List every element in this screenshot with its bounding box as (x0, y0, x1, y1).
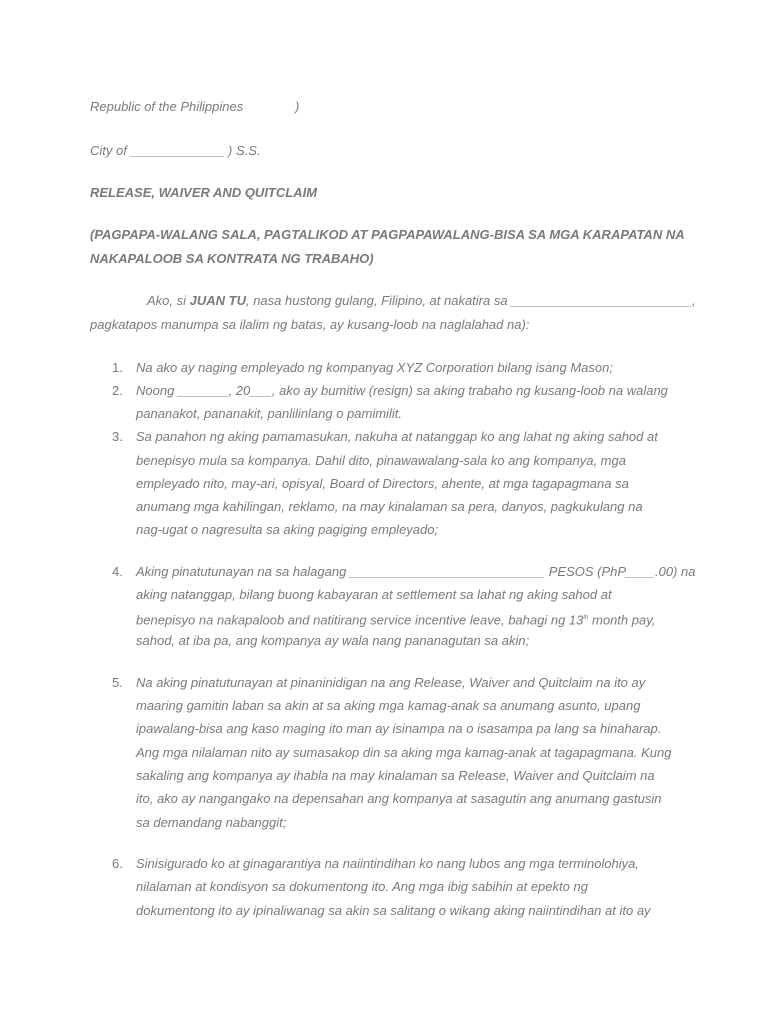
document-subtitle-line-2: NAKAPALOOB SA KONTRATA NG TRABAHO) (90, 251, 374, 266)
item-number: 3. (112, 429, 123, 444)
list-item-line (136, 610, 655, 628)
republic-text: Republic of the Philippines (90, 99, 244, 114)
city-line: City of _____________ ) S.S. (90, 143, 261, 158)
republic-line (90, 99, 300, 115)
list-item-line: Sa panahon ng aking pamamasukan, nakuha at natanggap ko ang lahat ng aking sahod at (136, 429, 658, 444)
list-item-line: nilalaman at kondisyon sa dokumentong ito. Ang mga ibig sabihin at epekto ng (136, 879, 588, 894)
item-number: 4. (112, 564, 123, 579)
list-item-line: sa demandang nabanggit; (136, 815, 287, 830)
list-item-line: ito, ako ay nangangako na depensahan ang kompanya at sasagutin ang anumang gastusin (136, 791, 662, 806)
item-number: 2. (112, 383, 123, 398)
list-item-line: Aking pinatutunayan na sa halagang ___________________________ PESOS (PhP____.00) na (136, 564, 696, 579)
document-subtitle-line-1: (PAGPAPA-WALANG SALA, PAGTALIKOD AT PAGPAPAWALANG-BISA SA MGA KARAPATAN NA (90, 227, 685, 242)
intro-post: , nasa hustong gulang, Filipino, at nakatira sa _________________________, (245, 293, 696, 308)
list-item-text: month pay, (588, 612, 656, 628)
list-item-line: anumang mga kahilingan, reklamo, na may kinalaman sa pera, danyos, pagkukulang na (136, 499, 643, 514)
republic-paren: ) (295, 99, 300, 114)
list-item-line: Noong _______, 20___, ako ay bumitiw (resign) sa aking trabaho ng kusang-loob na walang (136, 383, 668, 398)
list-item-line: dokumentong ito ay ipinaliwanag sa akin sa salitang o wikang aking naiintindihan at ito ay (136, 903, 651, 918)
list-item-line: maaring gamitin laban sa akin at sa aking mga kamag-anak sa anumang asunto, upang (136, 698, 641, 713)
list-item-line: sahod, at iba pa, ang kompanya ay wala nang pananagutan sa akin; (136, 633, 530, 648)
list-item-line: Na aking pinatutunayan at pinaninidigan na ang Release, Waiver and Quitclaim na ito ay (136, 675, 646, 690)
affiant-name: JUAN TU (189, 293, 246, 308)
list-item-line: sakaling ang kompanya ay ihabla na may kinalaman sa Release, Waiver and Quitclaim na (136, 768, 655, 783)
ordinal-suffix: th (583, 615, 589, 621)
list-item-line: Ang mga nilalaman nito ay sumasakop din sa aking mga kamag-anak at tagapagmana. Kung (136, 745, 672, 760)
intro-pre: Ako, si (147, 293, 190, 308)
intro-line-2: pagkatapos manumpa sa ilalim ng batas, ay kusang-loob na naglalahad na): (90, 317, 530, 332)
list-item-line: Na ako ay naging empleyado ng kompanyag XYZ Corporation bilang isang Mason; (136, 360, 613, 375)
intro-line-1 (147, 293, 696, 309)
list-item-line: empleyado nito, may-ari, opisyal, Board of Directors, ahente, at mga tagapagmana sa (136, 476, 629, 491)
list-item-line: pananakot, pananakit, panlilinlang o pamimilit. (136, 406, 402, 421)
item-number: 5. (112, 675, 123, 690)
list-item-line: nag-ugat o nagresulta sa aking pagiging empleyado; (136, 522, 439, 537)
item-number: 1. (112, 360, 123, 375)
list-item-text: benepisyo na nakapaloob and natitirang service incentive leave, bahagi ng 13 (136, 612, 584, 628)
list-item-line: aking natanggap, bilang buong kabayaran at settlement sa lahat ng aking sahod at (136, 587, 612, 602)
list-item-line: benepisyo mula sa kompanya. Dahil dito, pinawawalang-sala ko ang kompanya, mga (136, 453, 626, 468)
item-number: 6. (112, 856, 123, 871)
document-title: RELEASE, WAIVER AND QUITCLAIM (90, 185, 318, 200)
list-item-line: Sinisigurado ko at ginagarantiya na naiintindihan ko nang lubos ang mga terminolohiya, (136, 856, 640, 871)
list-item-line: ipawalang-bisa ang kaso maging ito man ay isinampa na o isasampa pa lang sa hinaharap. (136, 721, 662, 736)
